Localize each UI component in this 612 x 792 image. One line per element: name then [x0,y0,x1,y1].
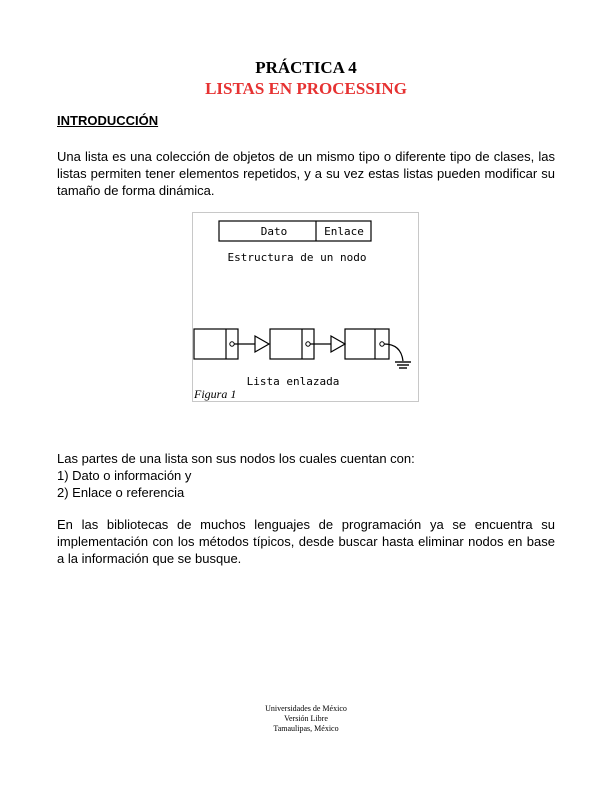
footer-line-2: Versión Libre [284,714,328,723]
list-node-2 [270,329,314,359]
intro-heading: INTRODUCCIÓN [57,113,159,128]
figure-linked-list [192,212,419,402]
page-footer [0,704,612,734]
figure-caption: Figura 1 [194,387,237,401]
list-item: 1) Dato o información y [57,468,192,483]
list-node-1 [194,329,238,359]
node-link-label: Enlace [324,225,364,238]
page-subtitle: LISTAS EN PROCESSING [205,79,407,98]
linked-list-diagram [193,213,420,403]
list-label: Lista enlazada [246,375,340,388]
intro-paragraph: Una lista es una colección de objetos de un mismo tipo o diferente tipo de clases, las listas permiten tener elementos repetidos, y a su vez estas listas pueden modificar su tamaño de forma dinámica. [57,149,555,198]
libraries-paragraph: En las bibliotecas de muchos lenguajes de programación ya se encuentra su implementación con los métodos típicos, desde buscar hasta eliminar nodos en base a la información que se busque. [57,517,555,566]
footer-line-1: Universidades de México [265,704,347,713]
parts-intro: Las partes de una lista son sus nodos los cuales cuentan con: [57,451,415,466]
parts-list [57,450,415,501]
list-item: 2) Enlace o referencia [57,485,185,500]
node-data-label: Dato [260,225,288,238]
footer-line-3: Tamaulipas, México [273,724,339,733]
list-node-3 [345,329,389,359]
structure-label: Estructura de un nodo [227,251,367,264]
page-title: PRÁCTICA 4 [255,58,357,77]
